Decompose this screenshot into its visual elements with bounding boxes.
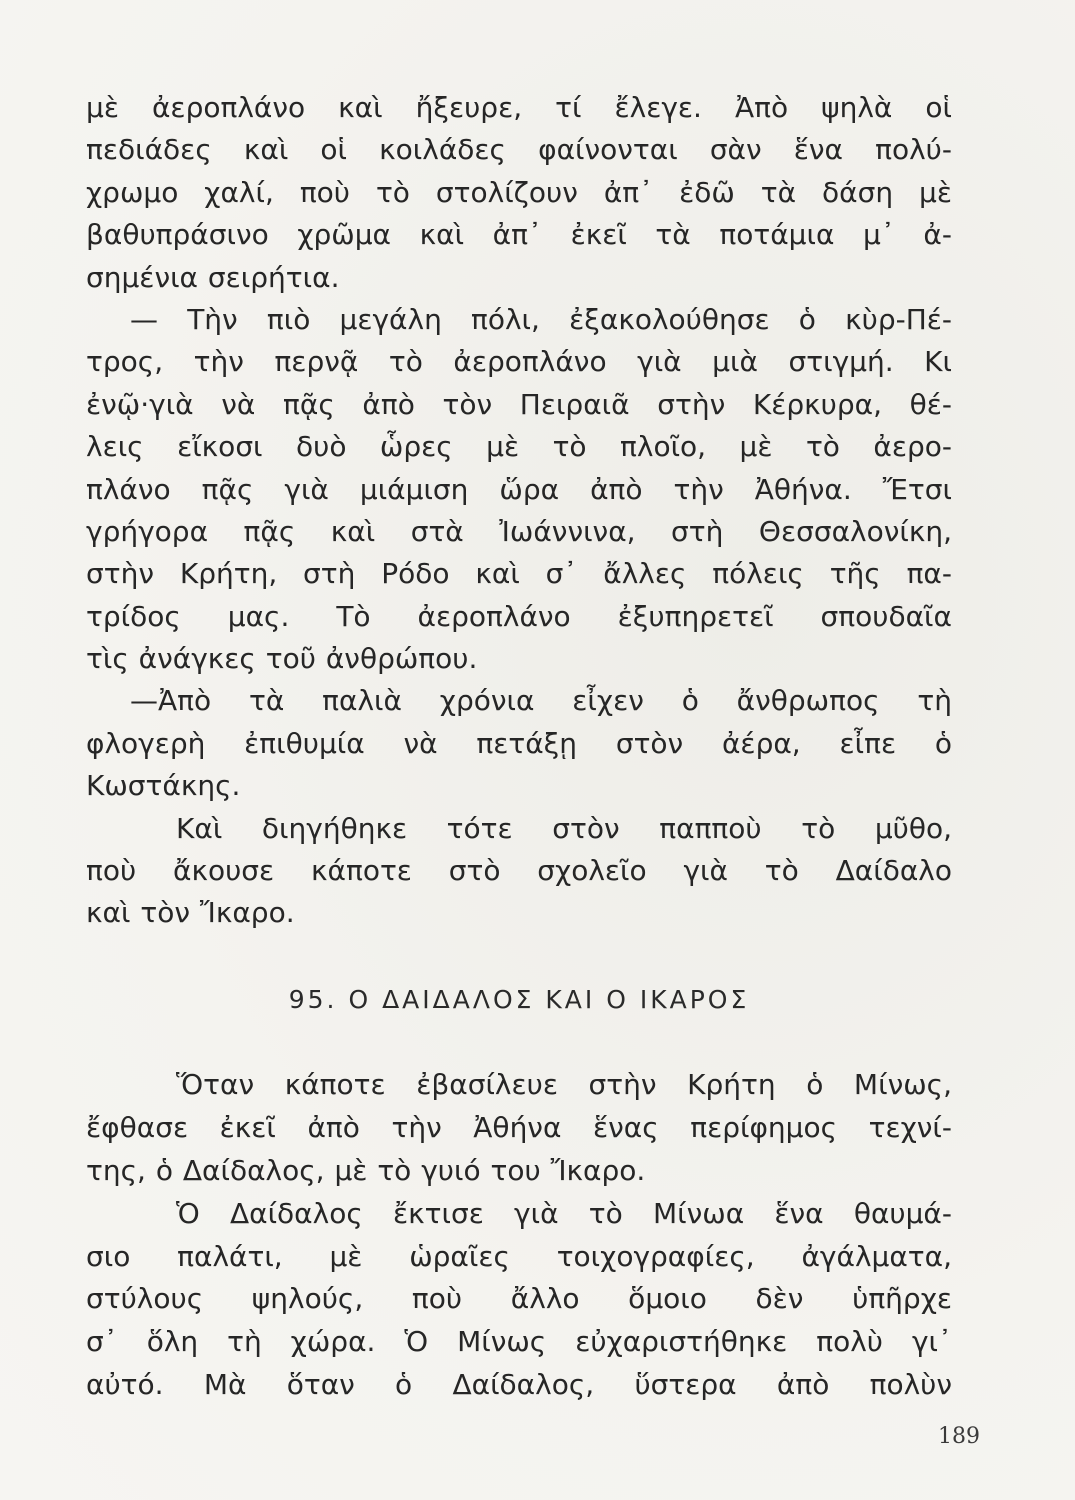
text-block-intro — [86, 87, 952, 935]
text-line: ἔφθασε ἐκεῖ ἀπὸ τὴν Ἀθήνα ἕνας περίφημος τεχνί- — [86, 1110, 952, 1144]
text-line: τὶς ἀνάγκες τοῦ ἀνθρώπου. — [86, 642, 478, 676]
text-line: πλάνο πᾷς γιὰ μιάμιση ὥρα ἀπὸ τὴν Ἀθήνα. Ἔτσι — [86, 472, 952, 506]
text-line: σημένια σειρήτια. — [86, 260, 340, 294]
text-line: —Ἀπὸ τὰ παλιὰ χρόνια εἶχεν ὁ ἄνθρωπος τὴ — [130, 684, 952, 718]
text-line: σ᾽ ὅλη τὴ χώρα. Ὁ Μίνως εὐχαριστήθηκε πολὺ γι᾽ — [86, 1325, 952, 1359]
section-heading: 95. Ο ΔΑΙΔΑΛΟΣ ΚΑΙ Ο ΙΚΑΡΟΣ — [288, 985, 750, 1014]
text-line: της, ὁ Δαίδαλος, μὲ τὸ γυιό του Ἴκαρο. — [86, 1153, 646, 1187]
text-block-story — [86, 1064, 952, 1407]
text-line: καὶ τὸν Ἴκαρο. — [86, 896, 295, 930]
text-line: φλογερὴ ἐπιθυμία νὰ πετάξῃ στὸν ἀέρα, εἶπε ὁ — [86, 726, 952, 760]
text-line: τρίδος μας. Τὸ ἀεροπλάνο ἐξυπηρετεῖ σπουδαῖα — [86, 599, 952, 633]
text-line: γρήγορα πᾷς καὶ στὰ Ἰωάννινα, στὴ Θεσσαλονίκη, — [86, 514, 952, 548]
text-line: ἐνῷ·γιὰ νὰ πᾷς ἀπὸ τὸν Πειραιᾶ στὴν Κέρκυρα, θέ- — [86, 387, 952, 421]
text-line: αὐτό. Μὰ ὅταν ὁ Δαίδαλος, ὕστερα ἀπὸ πολὺν — [86, 1368, 952, 1402]
text-line: στύλους ψηλούς, ποὺ ἄλλο ὅμοιο δὲν ὑπῆρχε — [86, 1282, 952, 1316]
text-line: βαθυπράσινο χρῶμα καὶ ἀπ᾽ ἐκεῖ τὰ ποτάμια μ᾽ ἀ- — [86, 218, 952, 252]
text-line: λεις εἴκοσι δυὸ ὧρες μὲ τὸ πλοῖο, μὲ τὸ ἀερο- — [86, 430, 952, 464]
text-line: Καὶ διηγήθηκε τότε στὸν παπποὺ τὸ μῦθο, — [176, 811, 952, 845]
text-line: Κωστάκης. — [86, 769, 241, 803]
text-line: στὴν Κρήτη, στὴ Ρόδο καὶ σ᾽ ἄλλες πόλεις τῆς πα- — [86, 557, 952, 591]
text-line: μὲ ἀεροπλάνο καὶ ἤξευρε, τί ἔλεγε. Ἀπὸ ψηλὰ οἱ — [86, 91, 952, 124]
text-line: — Τὴν πιὸ μεγάλη πόλι, ἐξακολούθησε ὁ κὺρ-Πέ- — [130, 302, 952, 336]
text-line: Ὁ Δαίδαλος ἔκτισε γιὰ τὸ Μίνωα ἕνα θαυμά- — [176, 1196, 952, 1230]
text-line: σιο παλάτι, μὲ ὡραῖες τοιχογραφίες, ἀγάλματα, — [86, 1239, 952, 1273]
text-line: ποὺ ἄκουσε κάποτε στὸ σχολεῖο γιὰ τὸ Δαίδαλο — [86, 854, 952, 888]
text-line: πεδιάδες καὶ οἱ κοιλάδες φαίνονται σὰν ἕνα πολύ- — [86, 133, 952, 167]
text-line: χρωμο χαλί, ποὺ τὸ στολίζουν ἀπ᾽ ἐδῶ τὰ δάση μὲ — [86, 175, 952, 209]
page-number: 189 — [938, 1424, 980, 1449]
text-line: τρος, τὴν περνᾷ τὸ ἀεροπλάνο γιὰ μιὰ στιγμή. Κι — [86, 345, 952, 379]
text-line: Ὅταν κάποτε ἐβασίλευε στὴν Κρήτη ὁ Μίνως, — [176, 1068, 952, 1101]
